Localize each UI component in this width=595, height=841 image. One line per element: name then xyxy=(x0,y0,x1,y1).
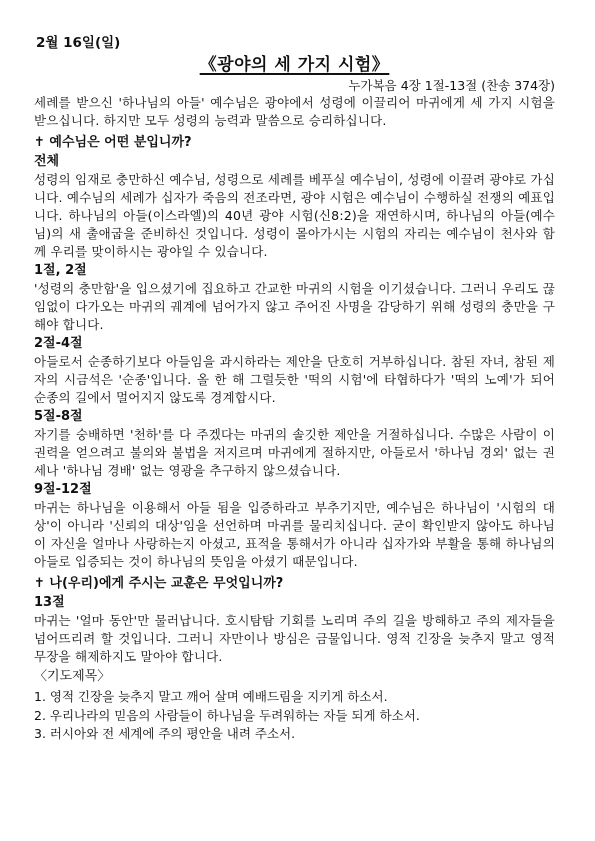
page-title-text: 《광야의 세 가지 시험》 xyxy=(199,55,390,75)
prayer-list xyxy=(34,688,555,744)
prayer-heading: 〈기도제목〉 xyxy=(34,669,111,684)
question-heading-2: ✝ 나(우리)에게 주시는 교훈은 무엇입니까? xyxy=(34,576,284,591)
page-title xyxy=(34,54,555,76)
section-body-v9-12: 마귀는 하나님을 이용해서 아들 됨을 입증하라고 부추기지만, 예수님은 하나님이 '시험의 대상'이 아니라 '신뢰의 대상'임을 선언하며 마귀를 물리치십니다. 굳이 확인받지 않아도 하나님이 자신을 얼마나 사랑하는지 아셨고, 표적을 통해서가 아니라 십자가와 부활을 통해 하나님의 아들로 입증되는 것이 하나님의 뜻임을 아셨기 때문입니다. xyxy=(34,500,555,569)
scripture-reference: 누가복음 4장 1절-13절 (찬송 374장) xyxy=(348,78,555,93)
question-heading-1: ✝ 예수님은 어떤 분입니까? xyxy=(34,135,192,150)
section-body-v2-4: 아들로서 순종하기보다 아들임을 과시하라는 제안을 단호히 거부하십니다. 참된 자녀, 참된 제자의 시금석은 '순종'입니다. 올 한 해 그럴듯한 '떡의 시험'에 타협하다가 '떡의 노예'가 되어 순종의 길에서 멀어지지 않도록 경계합시다. xyxy=(34,354,555,405)
section-heading-v13: 13절 xyxy=(34,595,65,610)
section-body-v1-2: '성령의 충만함'을 입으셨기에 집요하고 간교한 마귀의 시험을 이기셨습니다. 그러니 우리도 끊임없이 다가오는 마귀의 궤계에 넘어가지 않고 주어진 사명을 감당하기 위해 성령의 충만을 구해야 합니다. xyxy=(34,281,555,332)
section-heading-v1-2: 1절, 2절 xyxy=(34,263,87,278)
section-heading-overall: 전체 xyxy=(34,154,60,169)
intro-paragraph: 세례를 받으신 '하나님의 아들' 예수님은 광야에서 성령에 이끌리어 마귀에게 세 가지 시험을 받으십니다. 하지만 모두 성령의 능력과 말씀으로 승리하십니다. xyxy=(34,95,555,128)
prayer-item: 3. 러시아와 전 세계에 주의 평안을 내려 주소서. xyxy=(34,726,296,741)
section-heading-v2-4: 2절-4절 xyxy=(34,336,83,351)
section-heading-v9-12: 9절-12절 xyxy=(34,482,92,497)
prayer-item: 2. 우리나라의 믿음의 사람들이 하나님을 두려워하는 자들 되게 하소서. xyxy=(34,707,420,723)
section-body-overall: 성령의 임재로 충만하신 예수님, 성령으로 세례를 베푸실 예수님이, 성령에 이끌려 광야로 가십니다. 예수님의 세례가 십자가 죽음의 전조라면, 광야 시험은 예수님이 수행하실 전쟁의 예표입니다. 하나님의 아들(이스라엘)의 40년 광야 시험(신8:2)을 재연하시며, 하나님의 아들(예수님)의 새 출애굽을 준비하신 것입니다. 성령이 몰아가시는 시험의 자리는 예수님이 천사와 함께 우리를 맞이하시는 광야일 수 있습니다. xyxy=(34,172,555,259)
prayer-item: 1. 영적 긴장을 늦추지 말고 깨어 살며 예배드림을 지키게 하소서. xyxy=(34,689,388,704)
section-body-v5-8: 자기를 숭배하면 '천하'를 다 주겠다는 마귀의 솔깃한 제안을 거절하십니다. 수많은 사람이 이 권력을 얻으려고 불의와 불법을 저지르며 마귀에게 절하지만, 아들로서 '하나님 경외' 없는 권세나 '하나님 경배' 없는 영광을 추구하지 않으셨습니다. xyxy=(34,427,555,478)
section-heading-v5-8: 5절-8절 xyxy=(34,409,83,424)
date-label: 2월 16일(일) xyxy=(36,35,121,51)
section-body-v13: 마귀는 '얼마 동안'만 물러납니다. 호시탐탐 기회를 노리며 주의 길을 방해하고 주의 제자들을 넘어뜨리려 할 것입니다. 그러니 자만이나 방심은 금물입니다. 영적 긴장을 늦추지 말고 영적 무장을 해제하지도 말아야 합니다. xyxy=(34,613,555,664)
